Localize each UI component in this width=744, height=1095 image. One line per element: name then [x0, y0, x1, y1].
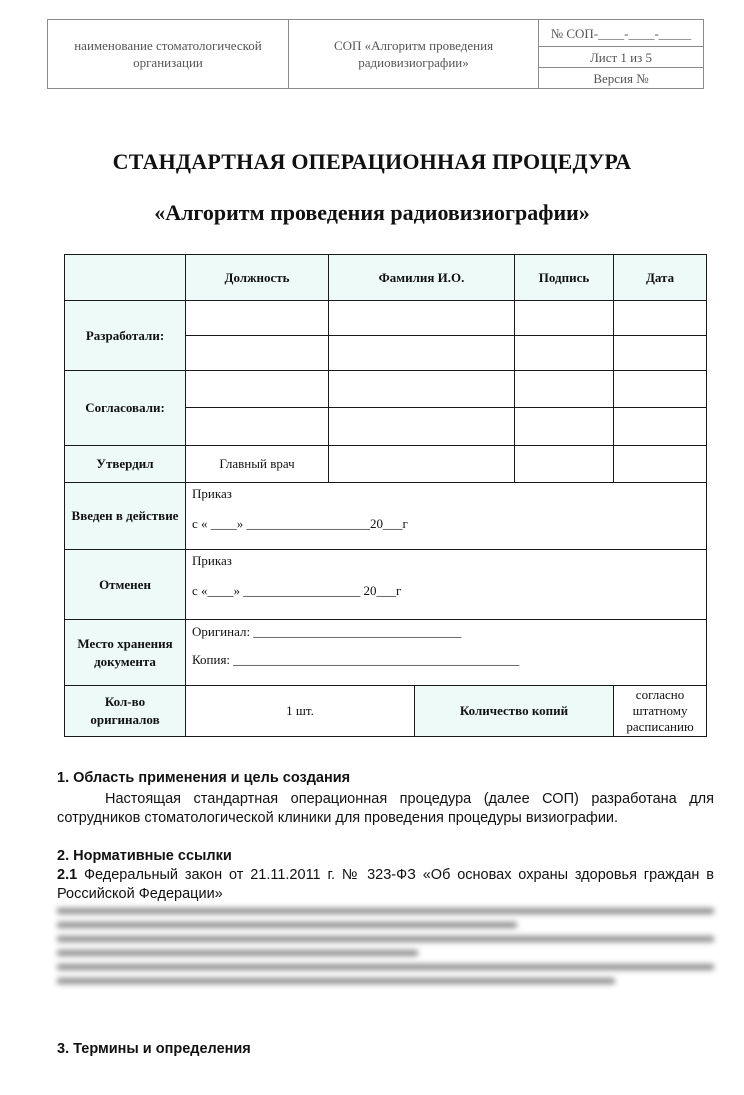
- column-name: Фамилия И.О.: [329, 255, 515, 301]
- section-2-item-text: Федеральный закон от 21.11.2011 г. № 323-ФЗ «Об основах охраны здоровья граждан в Российской Федерации»: [57, 867, 714, 902]
- document-subtitle: «Алгоритм проведения радиовизиографии»: [154, 200, 590, 225]
- developed-signature-2[interactable]: [515, 336, 614, 371]
- enacted-date: с « ____» ___________________20___г: [192, 516, 408, 531]
- developed-signature-1[interactable]: [515, 301, 614, 336]
- sop-title-cell: СОП «Алгоритм проведения радиовизиографии»: [289, 20, 539, 89]
- cancelled-order: Приказ: [192, 553, 232, 568]
- copies-count: согласно штатному расписанию: [614, 686, 707, 737]
- approved-date[interactable]: [614, 446, 707, 483]
- cancelled-date: с «____» __________________ 20___г: [192, 583, 402, 598]
- originals-count-label: Кол-во оригиналов: [65, 686, 186, 737]
- storage-copy: Копия: ____________________________________________: [192, 652, 520, 667]
- approved-position: Главный врач: [186, 446, 329, 483]
- cancelled-details: [186, 550, 707, 620]
- section-1-title: 1. Область применения и цель создания: [57, 770, 351, 786]
- row-approved-label: Утвердил: [65, 446, 186, 483]
- agreed-name-1[interactable]: [329, 371, 515, 408]
- row-storage-label: Место хранения документа: [65, 620, 186, 686]
- section-3-title: 3. Термины и определения: [57, 1041, 251, 1057]
- section-2-item-number: 2.1: [57, 867, 78, 883]
- section-2-item-1: [57, 866, 714, 904]
- agreed-date-1[interactable]: [614, 371, 707, 408]
- row-developed-label: Разработали:: [65, 301, 186, 371]
- originals-count: 1 шт.: [186, 686, 415, 737]
- sop-number: № СОП-____-____-_____: [539, 20, 704, 47]
- blurred-text-block: [57, 902, 714, 1012]
- approved-signature[interactable]: [515, 446, 614, 483]
- agreed-date-2[interactable]: [614, 408, 707, 446]
- storage-original: Оригинал: ________________________________: [192, 624, 462, 639]
- developed-name-2[interactable]: [329, 336, 515, 371]
- column-signature: Подпись: [515, 255, 614, 301]
- organization-name: наименование стоматологической организации: [48, 20, 289, 89]
- row-enacted-label: Введен в действие: [65, 483, 186, 550]
- agreed-position-1[interactable]: [186, 371, 329, 408]
- version-number: Версия №: [539, 68, 704, 89]
- developed-name-1[interactable]: [329, 301, 515, 336]
- agreed-name-2[interactable]: [329, 408, 515, 446]
- agreed-signature-2[interactable]: [515, 408, 614, 446]
- copies-count-label: Количество копий: [415, 686, 614, 737]
- developed-position-2[interactable]: [186, 336, 329, 371]
- approved-name[interactable]: [329, 446, 515, 483]
- document-title: СТАНДАРТНАЯ ОПЕРАЦИОННАЯ ПРОЦЕДУРА: [112, 149, 632, 174]
- developed-position-1[interactable]: [186, 301, 329, 336]
- section-1-text: Настоящая стандартная операционная процедура (далее СОП) разработана для сотрудников стоматологической клиники для проведения процедуры визиографии.: [57, 791, 714, 826]
- developed-date-1[interactable]: [614, 301, 707, 336]
- column-position: Должность: [186, 255, 329, 301]
- section-2-title: 2. Нормативные ссылки: [57, 848, 232, 864]
- developed-date-2[interactable]: [614, 336, 707, 371]
- approval-table: [64, 254, 707, 737]
- agreed-position-2[interactable]: [186, 408, 329, 446]
- enacted-details: [186, 483, 707, 550]
- document-header-table: [47, 19, 704, 89]
- storage-details: [186, 620, 707, 686]
- column-date: Дата: [614, 255, 707, 301]
- header-empty-cell: [65, 255, 186, 301]
- row-agreed-label: Согласовали:: [65, 371, 186, 446]
- agreed-signature-1[interactable]: [515, 371, 614, 408]
- sheet-number: Лист 1 из 5: [539, 47, 704, 68]
- row-cancelled-label: Отменен: [65, 550, 186, 620]
- enacted-order: Приказ: [192, 486, 232, 501]
